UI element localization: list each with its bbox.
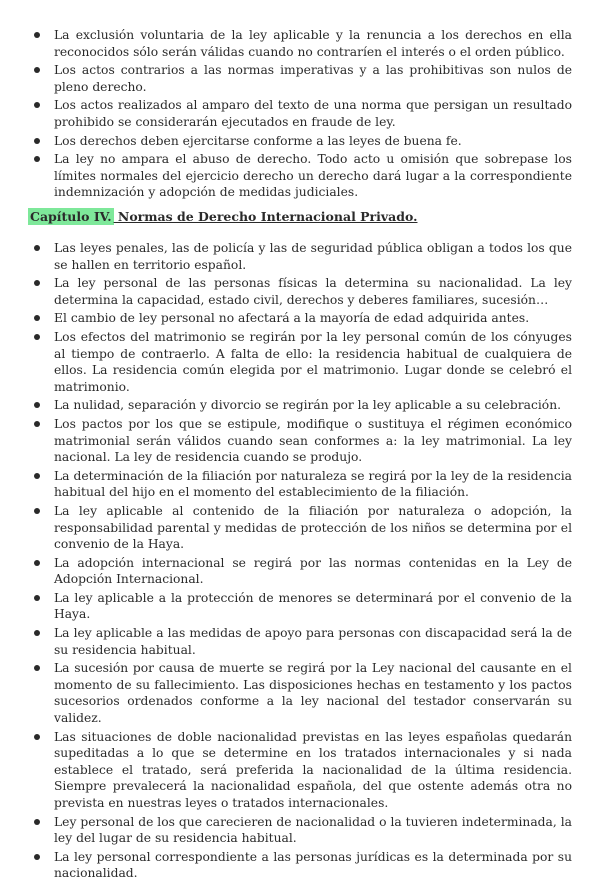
list-item [0,240,600,273]
bullet-icon [34,734,40,740]
list-item [0,555,600,588]
chapter-number-highlight: Capítulo IV. [30,209,112,224]
list-item-text: La ley no ampara el abuso de derecho. Todo acto u omisión que sobrepase los límites normales del ejercicio derecho un derecho dará lugar a la correspondiente indemnización y adopción de medidas judiciales. [54,152,572,200]
list-item-text: La sucesión por causa de muerte se regirá por la Ley nacional del causante en el momento de su fallecimiento. Las disposiciones hechas en testamento y los pactos sucesorios ordenados conforme a la ley nacional del testador conservarán su validez. [54,661,572,726]
list-item-text: Las situaciones de doble nacionalidad previstas en las leyes españolas quedarán supeditadas a lo que se determine en los tratados internacionales y si nada establece el tratado, será preferida la nacionalidad de la última residencia. Siempre prevalecerá la nacionalidad española, del que ostente además otra no prevista en nuestras leyes o tratados internacionales. [54,729,572,810]
list-item-text: La nulidad, separación y divorcio se regirán por la ley aplicable a su celebración. [54,398,562,413]
bullet-icon [34,508,40,514]
list-item-text: Los efectos del matrimonio se regirán por la ley personal común de los cónyuges al tiempo de contraerlo. A falta de ello: la residencia habitual de cualquiera de ellos. La residencia común elegida por el matrimonio. Lugar donde se celebró el matrimonio. [54,329,572,394]
list-item-text: La adopción internacional se regirá por las normas contenidas en la Ley de Adopción Internacional. [54,555,572,587]
list-item [0,503,600,553]
list-item-text: Los derechos deben ejercitarse conforme a las leyes de buena fe. [54,133,462,148]
chapter-heading [28,209,417,226]
list-item [0,133,600,150]
bullet-icon [34,334,40,340]
bullet-icon [34,560,40,566]
list-item [0,97,600,130]
list-item [0,275,600,308]
bullet-icon [34,280,40,286]
list-item-text: La ley aplicable a las medidas de apoyo para personas con discapacidad será la de su residencia habitual. [54,626,572,657]
bullet-icon [34,595,40,601]
chapter-title: Normas de Derecho Internacional Privado. [113,209,418,224]
bullet-list-private-international-law [0,240,600,884]
bullet-list-general-principles [0,27,600,203]
bullet-icon [34,630,40,636]
list-item-text: La ley aplicable a la protección de menores se determinará por el convenio de la Haya. [54,590,572,622]
list-item-text: El cambio de ley personal no afectará a la mayoría de edad adquirida antes. [54,311,530,326]
list-item [0,849,600,882]
bullet-icon [34,138,40,144]
bullet-icon [34,32,40,38]
list-item-text: La ley aplicable al contenido de la filiación por naturaleza o adopción, la responsabilidad parental y medidas de protección de los niños se determina por el convenio de la Haya. [54,503,572,552]
bullet-icon [34,819,40,825]
list-item-text: Ley personal de los que carecieren de nacionalidad o la tuvieren indeterminada, la ley del lugar de su residencia habitual. [54,814,572,846]
bullet-icon [34,854,40,860]
list-item [0,151,600,201]
list-item-text: Los pactos por los que se estipule, modifique o sustituya el régimen económico matrimonial serán válidos cuando sean conformes a: la ley matrimonial. La ley nacional. La ley de residencia cuando se produjo. [54,416,572,465]
list-item [0,62,600,95]
bullet-icon [34,315,40,321]
list-item [0,416,600,466]
list-item [0,27,600,60]
bullet-icon [34,245,40,251]
list-item-text: Las leyes penales, las de policía y las de seguridad pública obligan a todos los que se hallen en territorio español. [54,241,572,272]
bullet-icon [34,402,40,408]
list-item [0,468,600,501]
bullet-icon [34,67,40,73]
list-item [0,814,600,847]
list-item-text: La determinación de la filiación por naturaleza se regirá por la ley de la residencia habitual del hijo en el momento del establecimiento de la filiación. [54,468,572,500]
bullet-icon [34,156,40,162]
list-item-text: La ley personal correspondiente a las personas jurídicas es la determinada por su nacionalidad. [54,849,572,881]
list-item [0,310,600,327]
list-item [0,329,600,395]
list-item [0,625,600,658]
list-item-text: Los actos contrarios a las normas imperativas y a las prohibitivas son nulos de pleno derecho. [54,63,572,94]
bullet-icon [34,665,40,671]
bullet-icon [34,473,40,479]
list-item-text: La ley personal de las personas físicas la determina su nacionalidad. La ley determina la capacidad, estado civil, derechos y deberes familiares, sucesión… [54,276,572,307]
list-item [0,397,600,414]
list-item [0,590,600,623]
list-item-text: Los actos realizados al amparo del texto de una norma que persigan un resultado prohibido se considerarán ejecutados en fraude de ley. [54,98,572,129]
list-item [0,660,600,726]
list-item-text: La exclusión voluntaria de la ley aplicable y la renuncia a los derechos en ella reconocidos sólo serán válidas cuando no contraríen el interés o el orden público. [54,28,572,59]
bullet-icon [34,421,40,427]
list-item [0,729,600,812]
bullet-icon [34,102,40,108]
